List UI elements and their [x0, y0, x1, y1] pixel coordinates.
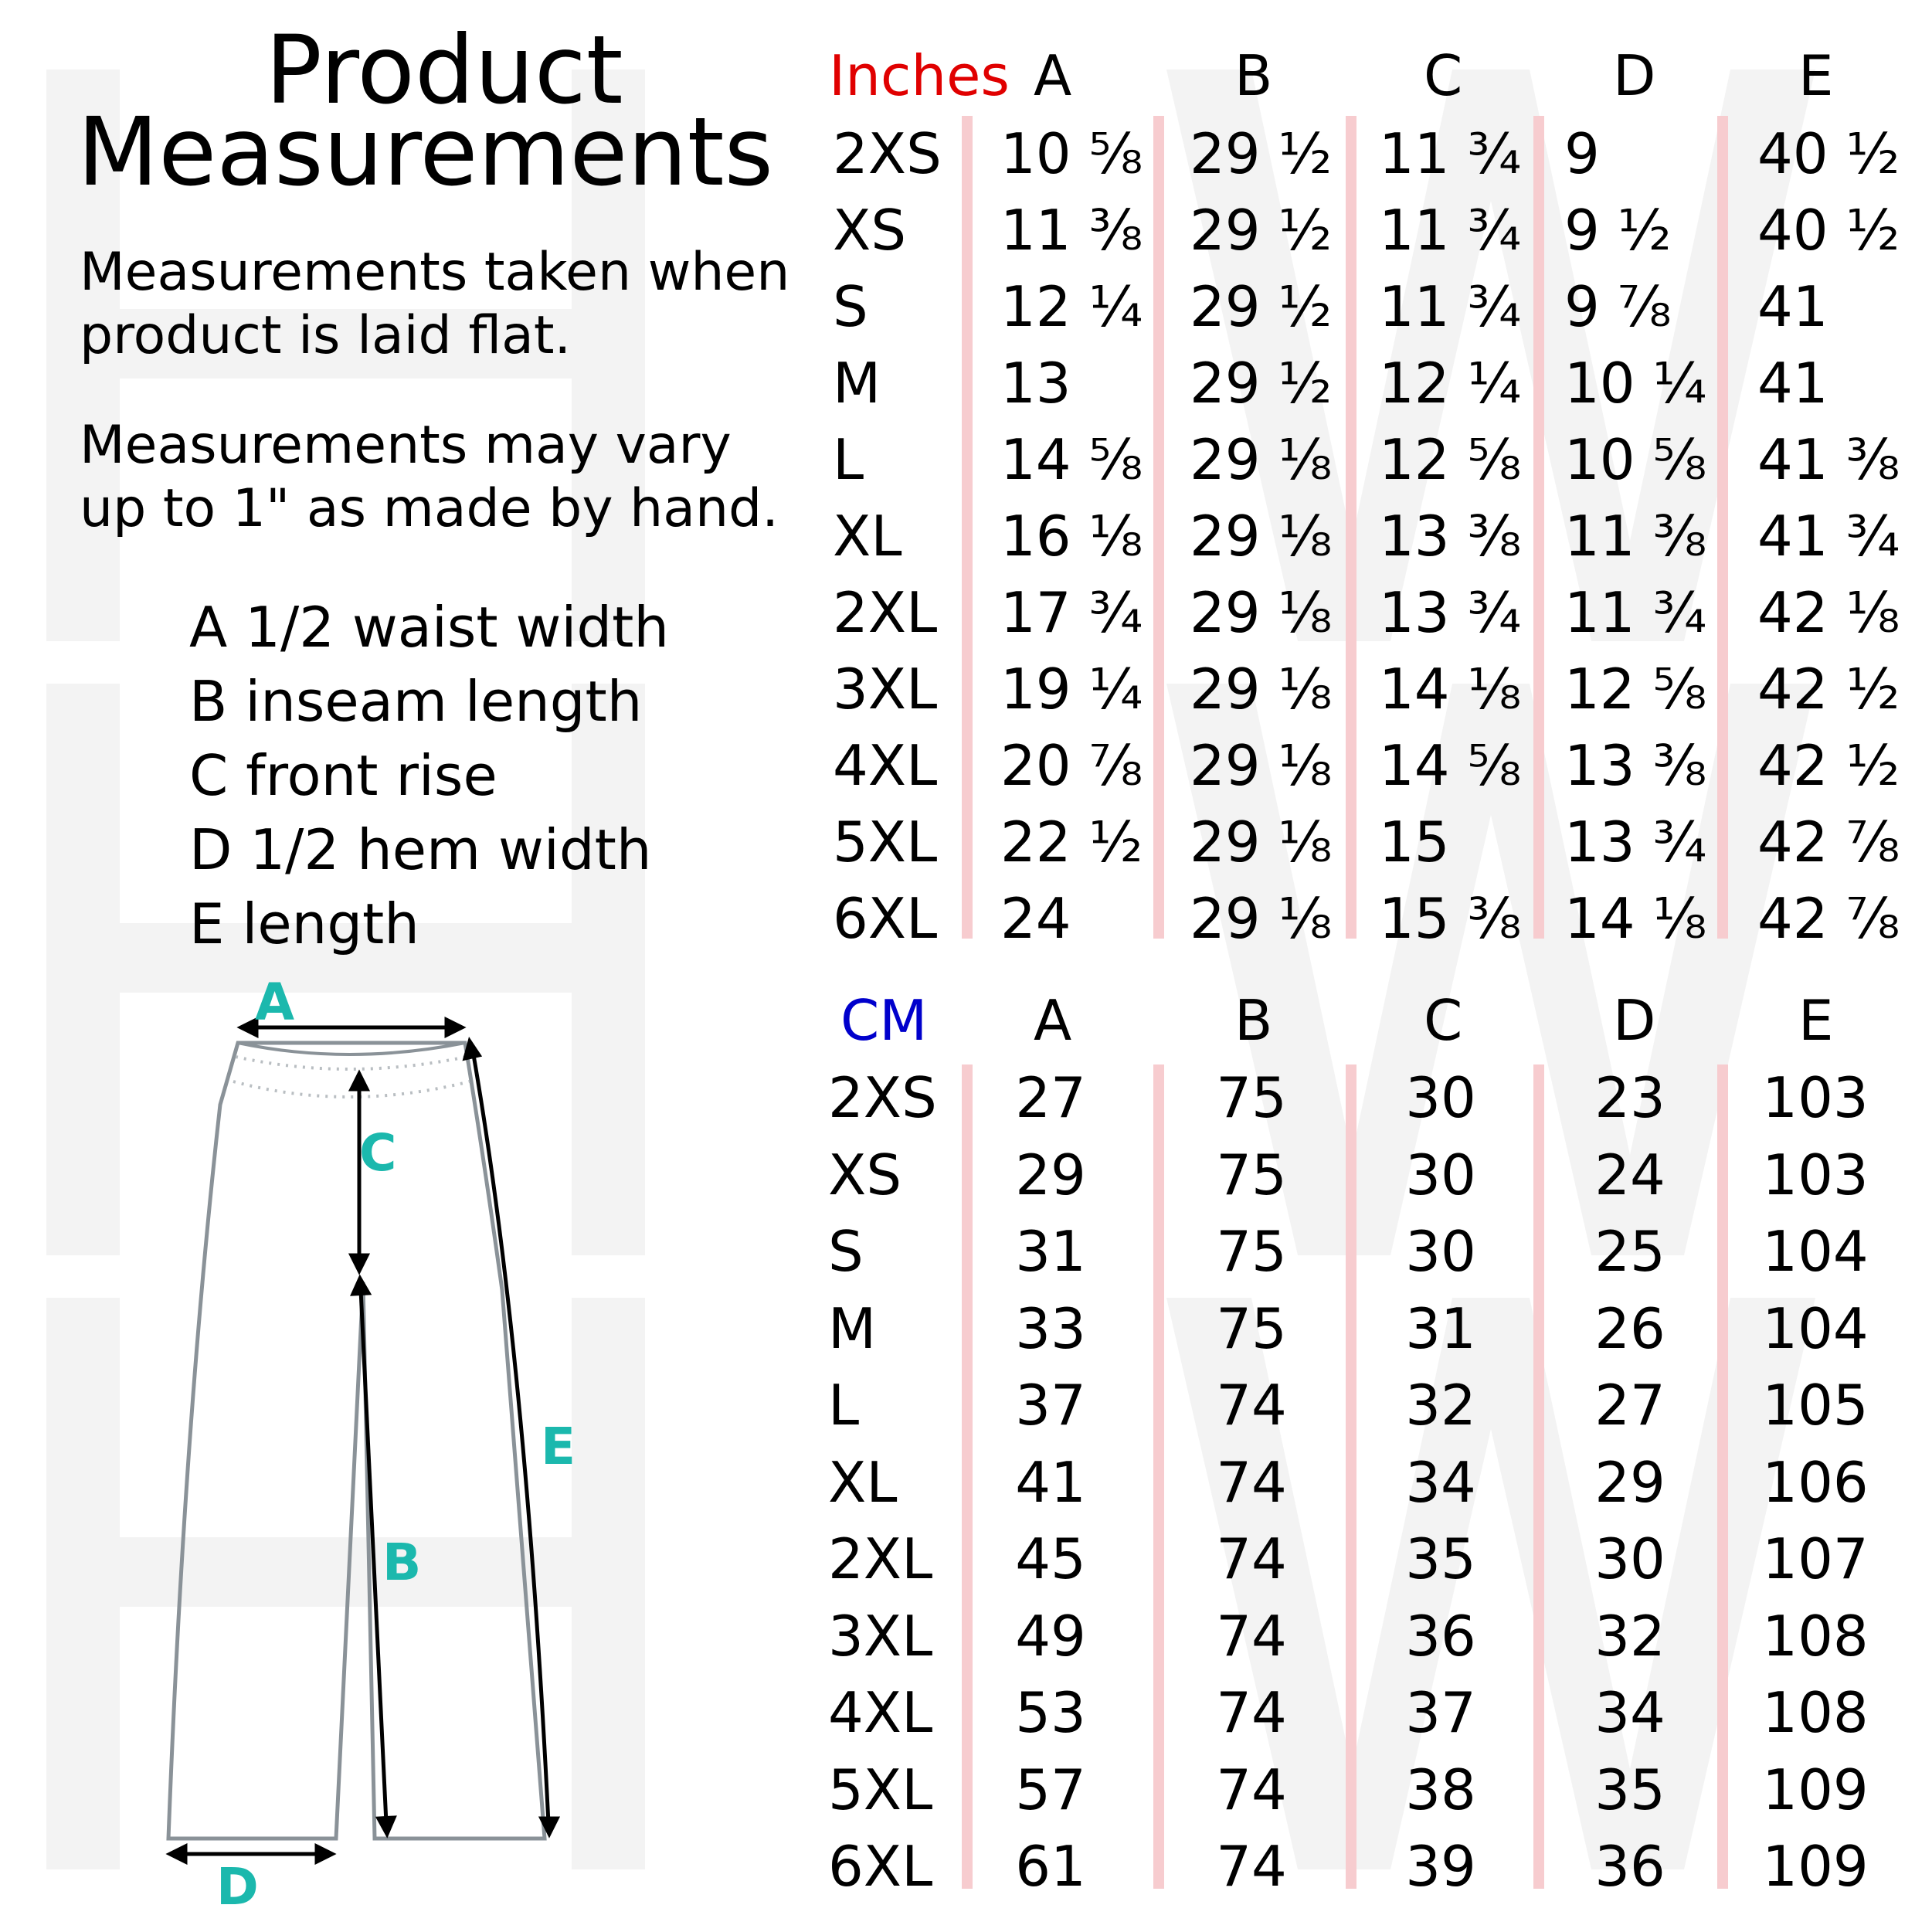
- inches-cell: 41: [1757, 274, 1828, 339]
- inches-column-header-e: E: [1798, 43, 1834, 108]
- legend-item-a: A 1/2 waist width: [189, 595, 669, 660]
- inches-size-label: 6XL: [833, 886, 938, 951]
- cm-cell: 106: [1762, 1450, 1869, 1515]
- cm-cell: 32: [1405, 1373, 1476, 1438]
- cm-size-label: 2XS: [828, 1065, 937, 1130]
- inches-size-label: XS: [833, 198, 907, 263]
- inches-cell: 10 ⅝: [1000, 121, 1143, 186]
- inches-cell: 22 ½: [1000, 810, 1143, 874]
- cm-cell: 39: [1405, 1834, 1476, 1899]
- inches-cell: 29 ½: [1190, 198, 1333, 263]
- inches-cell: 29 ⅛: [1190, 580, 1333, 645]
- cm-cell: 36: [1405, 1604, 1476, 1669]
- cm-size-label: 3XL: [828, 1604, 933, 1669]
- inches-size-label: L: [833, 427, 864, 492]
- cm-cell: 25: [1594, 1219, 1665, 1284]
- cm-cell: 104: [1762, 1296, 1869, 1361]
- cm-column-separator: [962, 1064, 973, 1889]
- cm-cell: 37: [1405, 1680, 1476, 1745]
- inches-cell: 15: [1379, 810, 1450, 874]
- inches-cell: 29 ⅛: [1190, 886, 1333, 951]
- inches-cell: 12 ⅝: [1379, 427, 1522, 492]
- cm-cell: 109: [1762, 1757, 1869, 1822]
- cm-cell: 107: [1762, 1526, 1869, 1591]
- legend-item-e: E length: [189, 891, 419, 956]
- inches-cell: 11 ¾: [1379, 274, 1522, 339]
- inches-cell: 11 ¾: [1564, 580, 1707, 645]
- inches-cell: 12 ¼: [1000, 274, 1143, 339]
- inches-column-separator: [1533, 116, 1544, 939]
- cm-cell: 109: [1762, 1834, 1869, 1899]
- inches-cell: 40 ½: [1757, 198, 1900, 263]
- inches-unit-label: Inches: [829, 43, 1010, 108]
- cm-cell: 32: [1594, 1604, 1665, 1669]
- inches-cell: 29 ⅛: [1190, 810, 1333, 874]
- cm-cell: 27: [1015, 1065, 1086, 1130]
- inches-cell: 11 ¾: [1379, 121, 1522, 186]
- cm-cell: 34: [1405, 1450, 1476, 1515]
- cm-cell: 75: [1216, 1296, 1287, 1361]
- cm-size-label: 4XL: [828, 1680, 933, 1745]
- inches-cell: 42 ⅞: [1757, 886, 1900, 951]
- cm-cell: 74: [1216, 1450, 1287, 1515]
- inches-column-header-d: D: [1613, 43, 1656, 108]
- inches-cell: 41 ⅜: [1757, 427, 1900, 492]
- inches-cell: 11 ⅜: [1564, 504, 1707, 569]
- cm-size-label: 6XL: [828, 1834, 933, 1899]
- inches-cell: 41 ¾: [1757, 504, 1900, 569]
- cm-cell: 27: [1594, 1373, 1665, 1438]
- cm-cell: 30: [1594, 1526, 1665, 1591]
- inches-cell: 29 ½: [1190, 274, 1333, 339]
- legend-item-d: D 1/2 hem width: [189, 817, 652, 882]
- inches-column-separator: [1717, 116, 1728, 939]
- cm-column-header-e: E: [1798, 988, 1834, 1053]
- cm-size-label: XL: [828, 1450, 898, 1515]
- cm-cell: 74: [1216, 1604, 1287, 1669]
- cm-column-separator: [1153, 1064, 1164, 1889]
- inches-cell: 9 ½: [1564, 198, 1672, 263]
- inches-size-label: 5XL: [833, 810, 938, 874]
- cm-column-header-d: D: [1613, 988, 1656, 1053]
- inches-cell: 13 ¾: [1564, 810, 1707, 874]
- cm-cell: 53: [1015, 1680, 1086, 1745]
- cm-size-label: M: [828, 1296, 877, 1361]
- cm-column-separator: [1346, 1064, 1356, 1889]
- inches-column-header-c: C: [1424, 43, 1463, 108]
- cm-cell: 75: [1216, 1065, 1287, 1130]
- note-vary-1: Measurements may vary: [80, 415, 732, 476]
- inches-cell: 41: [1757, 351, 1828, 416]
- cm-column-separator: [1717, 1064, 1728, 1889]
- inches-cell: 29 ½: [1190, 351, 1333, 416]
- note-laid-flat-1: Measurements taken when: [80, 242, 790, 303]
- inches-size-label: 3XL: [833, 657, 938, 722]
- inches-cell: 29 ⅛: [1190, 733, 1333, 798]
- note-laid-flat-2: product is laid flat.: [80, 305, 572, 366]
- diagram-label-d: D: [216, 1857, 259, 1917]
- inches-cell: 10 ⅝: [1564, 427, 1707, 492]
- inches-size-label: 2XL: [833, 580, 938, 645]
- cm-cell: 74: [1216, 1757, 1287, 1822]
- cm-column-header-b: B: [1234, 988, 1273, 1053]
- inches-size-label: XL: [833, 504, 902, 569]
- cm-cell: 35: [1594, 1757, 1665, 1822]
- inches-cell: 15 ⅜: [1379, 886, 1522, 951]
- cm-unit-label: CM: [840, 988, 928, 1053]
- inches-cell: 24: [1000, 886, 1071, 951]
- cm-cell: 75: [1216, 1143, 1287, 1207]
- inches-cell: 42 ½: [1757, 733, 1900, 798]
- cm-cell: 41: [1015, 1450, 1086, 1515]
- cm-column-header-a: A: [1034, 988, 1072, 1053]
- inches-cell: 13: [1000, 351, 1071, 416]
- inches-cell: 13 ¾: [1379, 580, 1522, 645]
- cm-cell: 26: [1594, 1296, 1665, 1361]
- inches-cell: 17 ¾: [1000, 580, 1143, 645]
- diagram-label-b: B: [382, 1533, 422, 1592]
- cm-cell: 74: [1216, 1373, 1287, 1438]
- cm-cell: 33: [1015, 1296, 1086, 1361]
- inches-cell: 9 ⅞: [1564, 274, 1672, 339]
- cm-cell: 35: [1405, 1526, 1476, 1591]
- cm-cell: 37: [1015, 1373, 1086, 1438]
- note-vary-2: up to 1" as made by hand.: [80, 478, 779, 539]
- cm-size-label: S: [828, 1219, 864, 1284]
- inches-cell: 14 ⅝: [1379, 733, 1522, 798]
- inches-cell: 42 ½: [1757, 657, 1900, 722]
- diagram-label-c: C: [359, 1123, 397, 1183]
- page-title-line1: Product: [265, 15, 623, 125]
- cm-column-separator: [1533, 1064, 1544, 1889]
- inches-cell: 12 ⅝: [1564, 657, 1707, 722]
- inches-cell: 29 ⅛: [1190, 657, 1333, 722]
- cm-cell: 45: [1015, 1526, 1086, 1591]
- inches-cell: 13 ⅜: [1564, 733, 1707, 798]
- inches-cell: 40 ½: [1757, 121, 1900, 186]
- cm-column-header-c: C: [1424, 988, 1463, 1053]
- cm-cell: 74: [1216, 1680, 1287, 1745]
- cm-cell: 105: [1762, 1373, 1869, 1438]
- cm-cell: 38: [1405, 1757, 1476, 1822]
- inches-size-label: 2XS: [833, 121, 942, 186]
- cm-size-label: 2XL: [828, 1526, 933, 1591]
- diagram-label-a: A: [255, 973, 295, 1032]
- inches-cell: 29 ½: [1190, 121, 1333, 186]
- inches-cell: 42 ⅞: [1757, 810, 1900, 874]
- cm-size-label: 5XL: [828, 1757, 933, 1822]
- inches-cell: 19 ¼: [1000, 657, 1143, 722]
- cm-cell: 34: [1594, 1680, 1665, 1745]
- cm-cell: 103: [1762, 1065, 1869, 1130]
- inches-column-separator: [962, 116, 973, 939]
- cm-size-label: L: [828, 1373, 860, 1438]
- inches-column-header-b: B: [1234, 43, 1273, 108]
- cm-cell: 61: [1015, 1834, 1086, 1899]
- cm-cell: 30: [1405, 1219, 1476, 1284]
- legend-item-c: C front rise: [189, 743, 497, 808]
- inches-column-separator: [1346, 116, 1356, 939]
- inches-cell: 10 ¼: [1564, 351, 1707, 416]
- cm-cell: 49: [1015, 1604, 1086, 1669]
- diagram-label-e: E: [541, 1417, 576, 1476]
- cm-size-label: XS: [828, 1143, 902, 1207]
- inches-cell: 14 ⅝: [1000, 427, 1143, 492]
- cm-cell: 108: [1762, 1604, 1869, 1669]
- cm-cell: 30: [1405, 1143, 1476, 1207]
- cm-cell: 74: [1216, 1526, 1287, 1591]
- cm-cell: 36: [1594, 1834, 1665, 1899]
- cm-cell: 24: [1594, 1143, 1665, 1207]
- cm-cell: 103: [1762, 1143, 1869, 1207]
- cm-cell: 29: [1015, 1143, 1086, 1207]
- cm-cell: 31: [1015, 1219, 1086, 1284]
- cm-cell: 75: [1216, 1219, 1287, 1284]
- inches-cell: 12 ¼: [1379, 351, 1522, 416]
- inches-cell: 16 ⅛: [1000, 504, 1143, 569]
- inches-size-label: S: [833, 274, 868, 339]
- page-title-line2: Measurements: [77, 97, 774, 207]
- inches-column-header-a: A: [1034, 43, 1072, 108]
- inches-size-label: M: [833, 351, 881, 416]
- cm-cell: 29: [1594, 1450, 1665, 1515]
- cm-cell: 31: [1405, 1296, 1476, 1361]
- inches-cell: 29 ⅛: [1190, 427, 1333, 492]
- cm-cell: 74: [1216, 1834, 1287, 1899]
- cm-cell: 23: [1594, 1065, 1665, 1130]
- inches-size-label: 4XL: [833, 733, 938, 798]
- inches-cell: 11 ¾: [1379, 198, 1522, 263]
- inches-column-separator: [1153, 116, 1164, 939]
- inches-cell: 11 ⅜: [1000, 198, 1143, 263]
- inches-cell: 20 ⅞: [1000, 733, 1143, 798]
- inches-cell: 14 ⅛: [1564, 886, 1707, 951]
- legend-item-b: B inseam length: [189, 669, 643, 734]
- cm-cell: 104: [1762, 1219, 1869, 1284]
- cm-cell: 108: [1762, 1680, 1869, 1745]
- cm-cell: 30: [1405, 1065, 1476, 1130]
- inches-cell: 29 ⅛: [1190, 504, 1333, 569]
- inches-cell: 14 ⅛: [1379, 657, 1522, 722]
- inches-cell: 9: [1564, 121, 1600, 186]
- inches-cell: 42 ⅛: [1757, 580, 1900, 645]
- cm-cell: 57: [1015, 1757, 1086, 1822]
- inches-cell: 13 ⅜: [1379, 504, 1522, 569]
